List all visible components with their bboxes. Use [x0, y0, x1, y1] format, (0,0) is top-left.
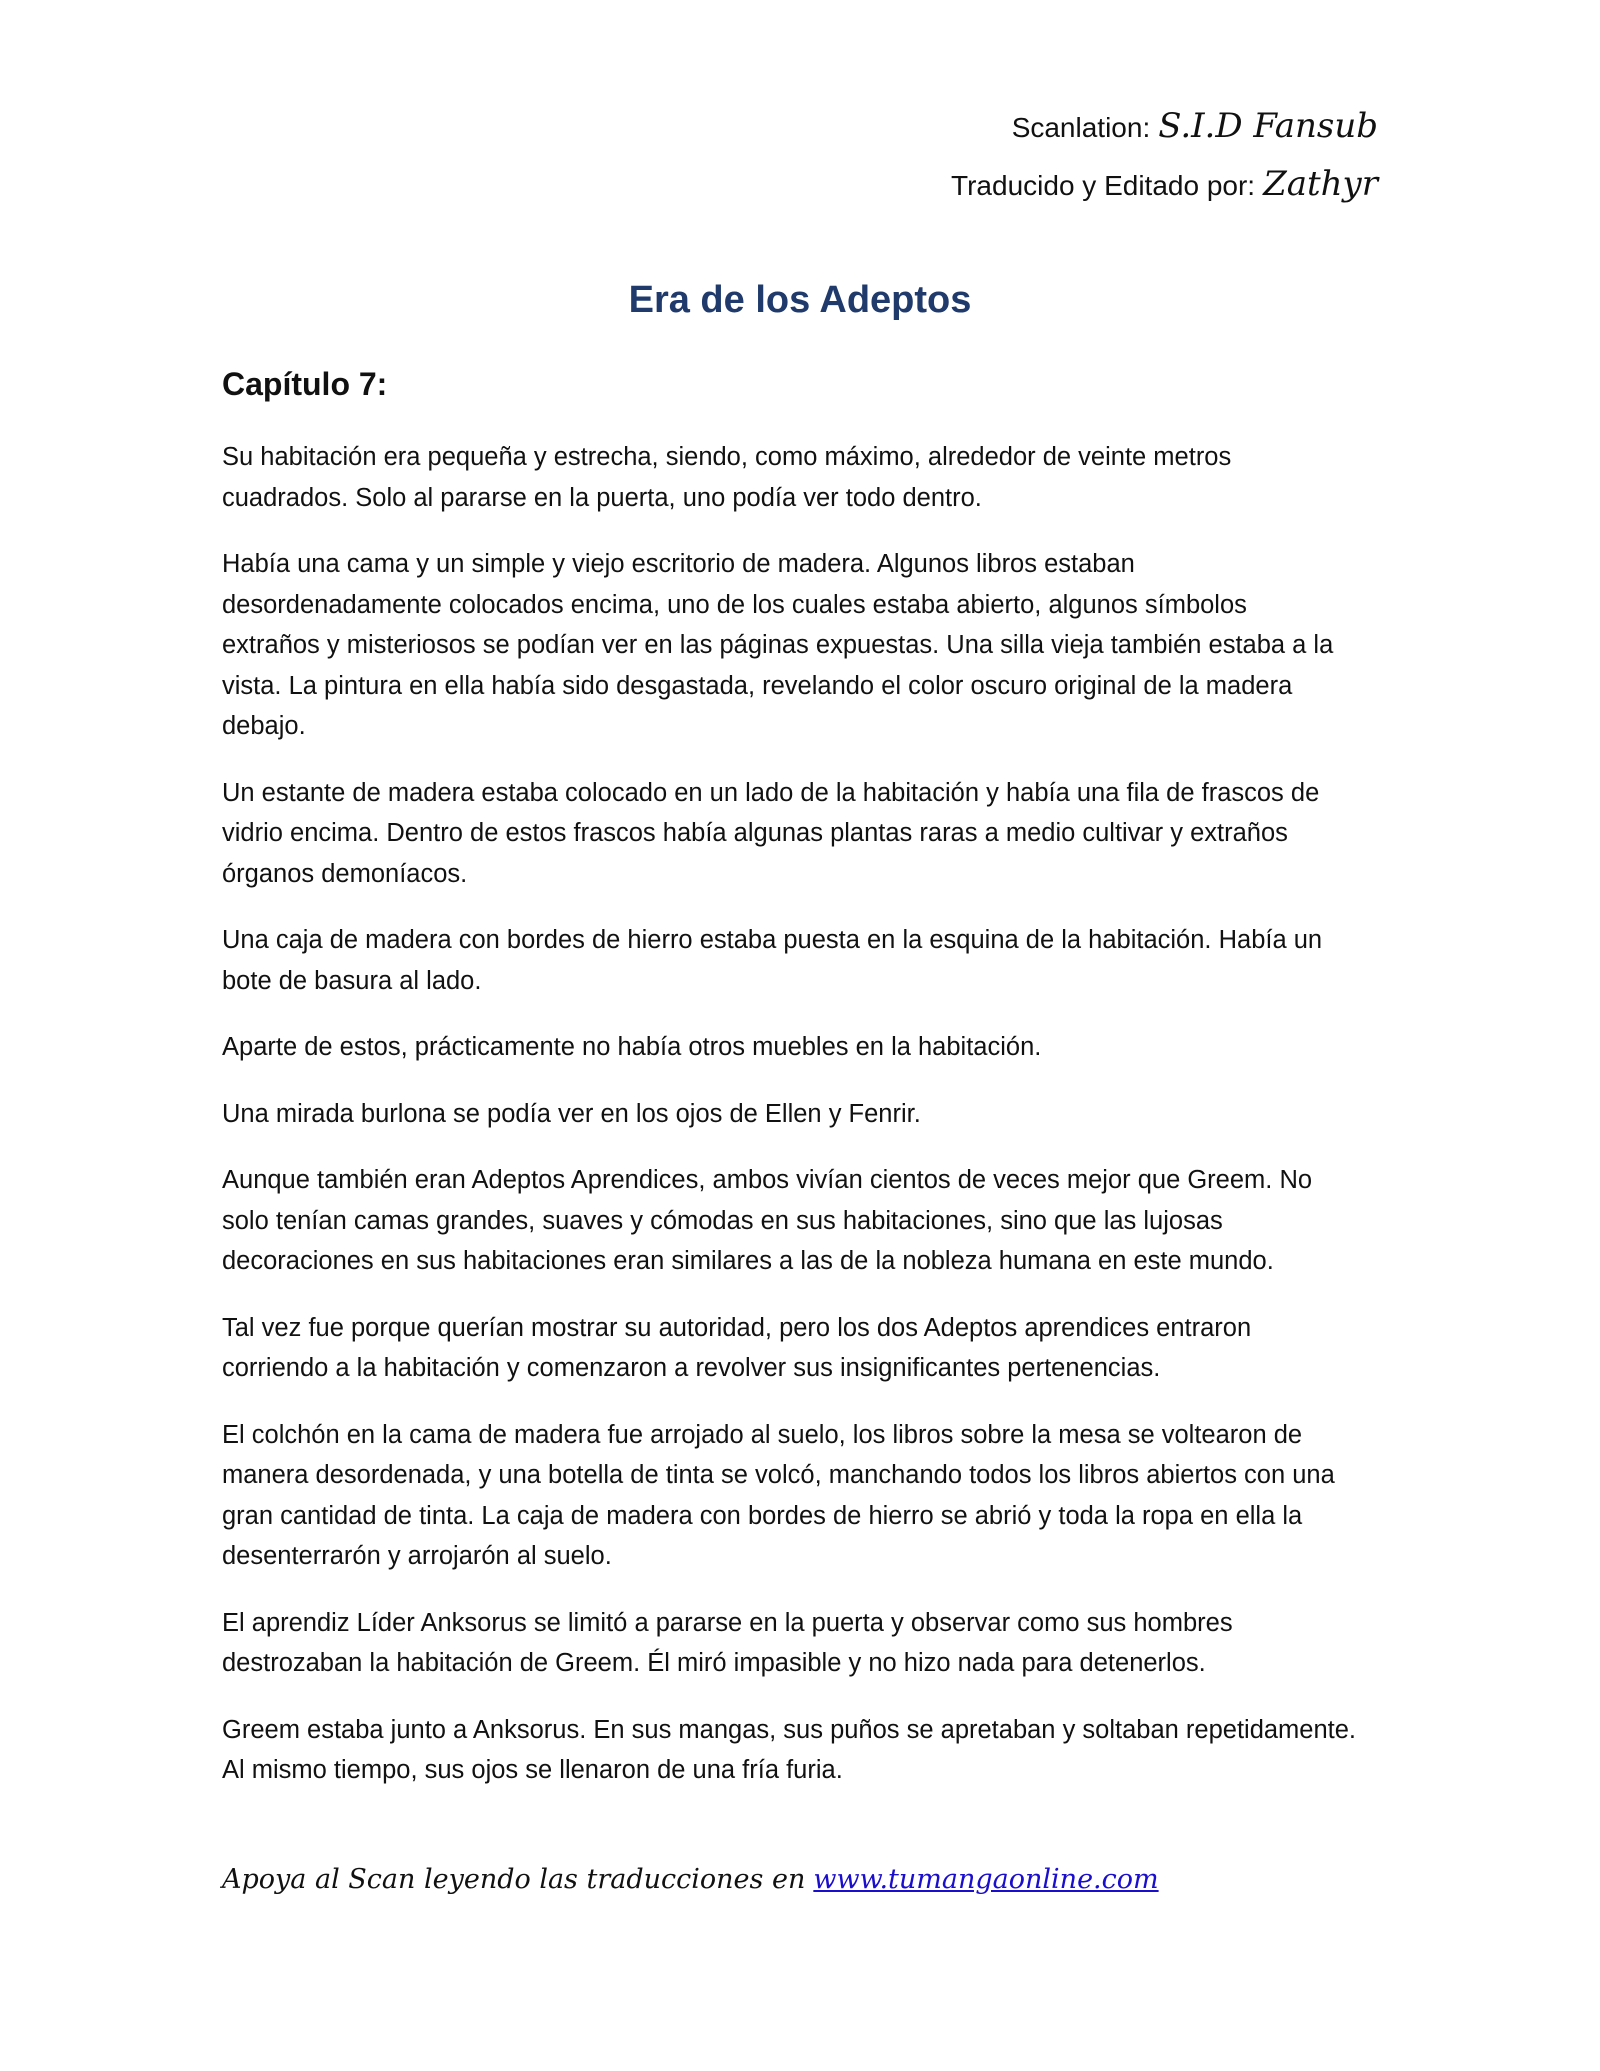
paragraph-line: manera desordenada, y una botella de tinta se volcó, manchando todos los libros abiertos con una: [222, 1461, 1335, 1489]
paragraph-line: El colchón en la cama de madera fue arrojado al suelo, los libros sobre la mesa se voltearon de: [222, 1420, 1303, 1449]
paragraph-line: Aunque también eran Adeptos Aprendices, ambos vivían cientos de veces mejor que Greem. No: [222, 1166, 1313, 1194]
paragraph-line: Una caja de madera con bordes de hierro estaba puesta en la esquina de la habitación. Había un: [222, 926, 1323, 954]
translator-name: Zathyr: [1263, 164, 1378, 204]
paragraph-line: gran cantidad de tinta. La caja de madera con bordes de hierro se abrió y toda la ropa en ella la: [222, 1501, 1303, 1530]
paragraph-line: debajo.: [222, 712, 306, 740]
paragraph-line: cuadrados. Solo al pararse en la puerta, uno podía ver todo dentro.: [222, 483, 982, 512]
paragraph-line: desenterrarón y arrojarón al suelo.: [222, 1542, 612, 1570]
paragraph-line: destrozaban la habitación de Greem. Él miró impasible y no hizo nada para detenerlos.: [222, 1649, 1206, 1677]
scanlation-label: Scanlation:: [1011, 112, 1151, 143]
paragraph-line: corriendo a la habitación y comenzaron a revolver sus insignificantes pertenencias.: [222, 1354, 1161, 1382]
paragraph-line: Tal vez fue porque querían mostrar su autoridad, pero los dos Adeptos aprendices entraron: [222, 1313, 1252, 1342]
paragraph: [222, 773, 1382, 895]
paragraph: [222, 920, 1382, 1001]
scanlation-name: S.I.D Fansub: [1158, 106, 1378, 146]
translator-label: Traducido y Editado por:: [951, 170, 1256, 201]
paragraph-line: Al mismo tiempo, sus ojos se llenaron de una fría furia.: [222, 1756, 843, 1784]
paragraph-line: decoraciones en sus habitaciones eran similares a las de la nobleza humana en este mundo.: [222, 1247, 1274, 1275]
paragraph: [222, 1415, 1382, 1577]
paragraph-line: bote de basura al lado.: [222, 966, 482, 995]
paragraph: [222, 1160, 1382, 1282]
translator-credit: [951, 156, 1378, 214]
chapter-heading: Capítulo 7:: [222, 366, 388, 402]
paragraph: [222, 544, 1382, 747]
paragraph: [222, 1094, 1382, 1135]
paragraph: [222, 1027, 1382, 1068]
credits-block: [951, 98, 1378, 214]
paragraph-line: extraños y misteriosos se podían ver en las páginas expuestas. Una silla vieja también estaba a la: [222, 631, 1334, 659]
paragraph-line: Greem estaba junto a Anksorus. En sus mangas, sus puños se apretaban y soltaban repetidamente.: [222, 1715, 1357, 1744]
paragraph-line: vidrio encima. Dentro de estos frascos había algunas plantas raras a medio cultivar y extraños: [222, 819, 1288, 847]
paragraph-line: Aparte de estos, prácticamente no había otros muebles en la habitación.: [222, 1033, 1042, 1061]
paragraph-line: solo tenían camas grandes, suaves y cómodas en sus habitaciones, sino que las lujosas: [222, 1206, 1223, 1235]
paragraph: [222, 1603, 1382, 1684]
paragraph-line: Su habitación era pequeña y estrecha, siendo, como máximo, alrededor de veinte metros: [222, 443, 1232, 471]
footer-text: Apoya al Scan leyendo las traducciones en: [222, 1864, 806, 1895]
paragraph-line: desordenadamente colocados encima, uno de los cuales estaba abierto, algunos símbolos: [222, 590, 1247, 619]
paragraph-line: Había una cama y un simple y viejo escritorio de madera. Algunos libros estaban: [222, 550, 1135, 578]
footer-link[interactable]: www.tumangaonline.com: [813, 1864, 1159, 1895]
footer: [222, 1860, 1159, 1900]
body-text: [222, 437, 1382, 1817]
document-title: Era de los Adeptos: [628, 279, 972, 321]
paragraph-line: Un estante de madera estaba colocado en un lado de la habitación y había una fila de frascos de: [222, 778, 1320, 807]
paragraph: [222, 1308, 1382, 1389]
paragraph-line: órganos demoníacos.: [222, 859, 468, 888]
paragraph-line: vista. La pintura en ella había sido desgastada, revelando el color oscuro original de la madera: [222, 671, 1293, 700]
paragraph-line: Una mirada burlona se podía ver en los ojos de Ellen y Fenrir.: [222, 1099, 921, 1128]
scanlation-credit: [951, 98, 1378, 156]
paragraph: [222, 1710, 1382, 1791]
paragraph-line: El aprendiz Líder Anksorus se limitó a pararse en la puerta y observar como sus hombres: [222, 1608, 1233, 1637]
paragraph: [222, 437, 1382, 518]
